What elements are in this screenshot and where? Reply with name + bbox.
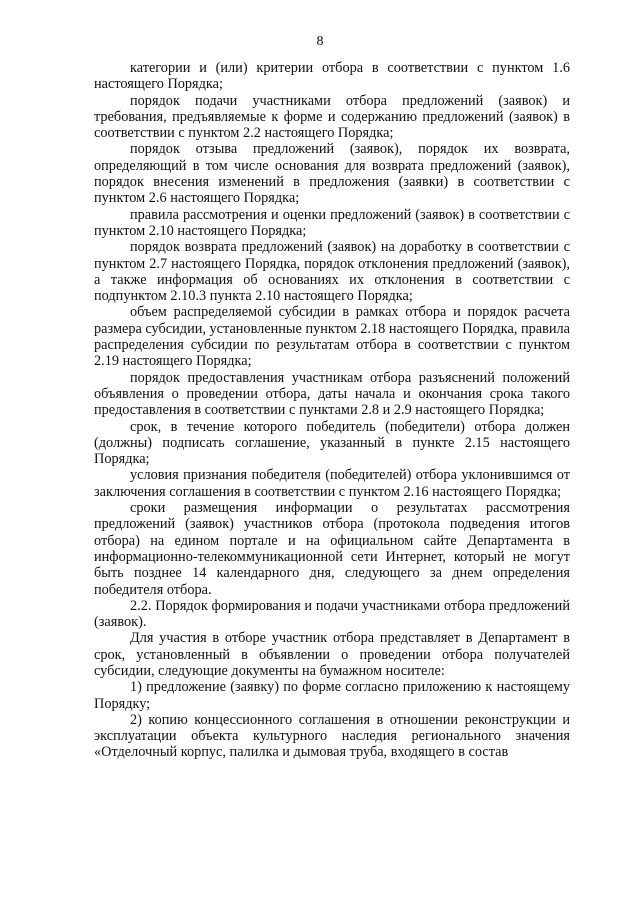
paragraph-participation: Для участия в отборе участник отбора представляет в Департамент в срок, установленный в объявлении о проведении отбора получателей субсидии, следующие документы на бумажном носителе:	[94, 630, 570, 679]
paragraph-evasion-conditions: условия признания победителя (победителей) отбора уклонившимся от заключения соглашения в соответствии с пунктом 2.16 настоящего Порядка;	[94, 467, 570, 500]
paragraph-results-publication: сроки размещения информации о результатах рассмотрения предложений (заявок) участников отбора (протокола подведения итогов отбора) на едином портале и на официальном сайте Департамента в информационно-телекоммуникационной сети Интернет, который не могут быть позднее 14 календарного дня, следующего за днем определения победителя отбора.	[94, 500, 570, 598]
document-body	[94, 60, 570, 761]
paragraph-withdrawal-order: порядок отзыва предложений (заявок), порядок их возврата, определяющий в том числе основания для возврата предложений (заявок), порядок внесения изменений в предложения (заявки) в соответствии с пунктом 2.6 настоящего Порядка;	[94, 141, 570, 207]
section-heading-2-2: 2.2. Порядок формирования и подачи участниками отбора предложений (заявок).	[94, 597, 570, 631]
list-item-2: 2) копию концессионного соглашения в отношении реконструкции и эксплуатации объекта культурного наследия регионального значения «Отделочный корпус, палилка и дымовая труба, входящего в состав	[94, 711, 570, 761]
page-number: 8	[316, 34, 324, 49]
paragraph-evaluation-rules: правила рассмотрения и оценки предложений (заявок) в соответствии с пунктом 2.10 настоящего Порядка;	[94, 206, 570, 239]
paragraph-criteria: категории и (или) критерии отбора в соответствии с пунктом 1.6 настоящего Порядка;	[94, 60, 570, 93]
paragraph-subsidy-volume: объем распределяемой субсидии в рамках отбора и порядок расчета размера субсидии, установленные пунктом 2.18 настоящего Порядка, правила распределения субсидии по результатам отбора в соответствии с пунктом 2.19 настоящего Порядка;	[94, 304, 570, 370]
list-item-1: 1) предложение (заявку) по форме согласно приложению к настоящему Порядку;	[94, 679, 570, 712]
paragraph-signing-deadline: срок, в течение которого победитель (победители) отбора должен (должны) подписать соглашение, указанный в пункте 2.15 настоящего Порядка;	[94, 418, 570, 468]
paragraph-return-order: порядок возврата предложений (заявок) на доработку в соответствии с пунктом 2.7 настоящего Порядка, порядок отклонения предложений (заявок), а также информация об основаниях их отклонения в соответствии с подпунктом 2.10.3 пункта 2.10 настоящего Порядка;	[94, 239, 570, 305]
paragraph-clarifications: порядок предоставления участникам отбора разъяснений положений объявления о проведении отбора, даты начала и окончания срока такого предоставления в соответствии с пунктами 2.8 и 2.9 настоящего Порядка;	[94, 369, 570, 419]
paragraph-submission-order: порядок подачи участниками отбора предложений (заявок) и требования, предъявляемые к форме и содержанию предложений (заявок) в соответствии с пунктом 2.2 настоящего Порядка;	[94, 92, 570, 142]
